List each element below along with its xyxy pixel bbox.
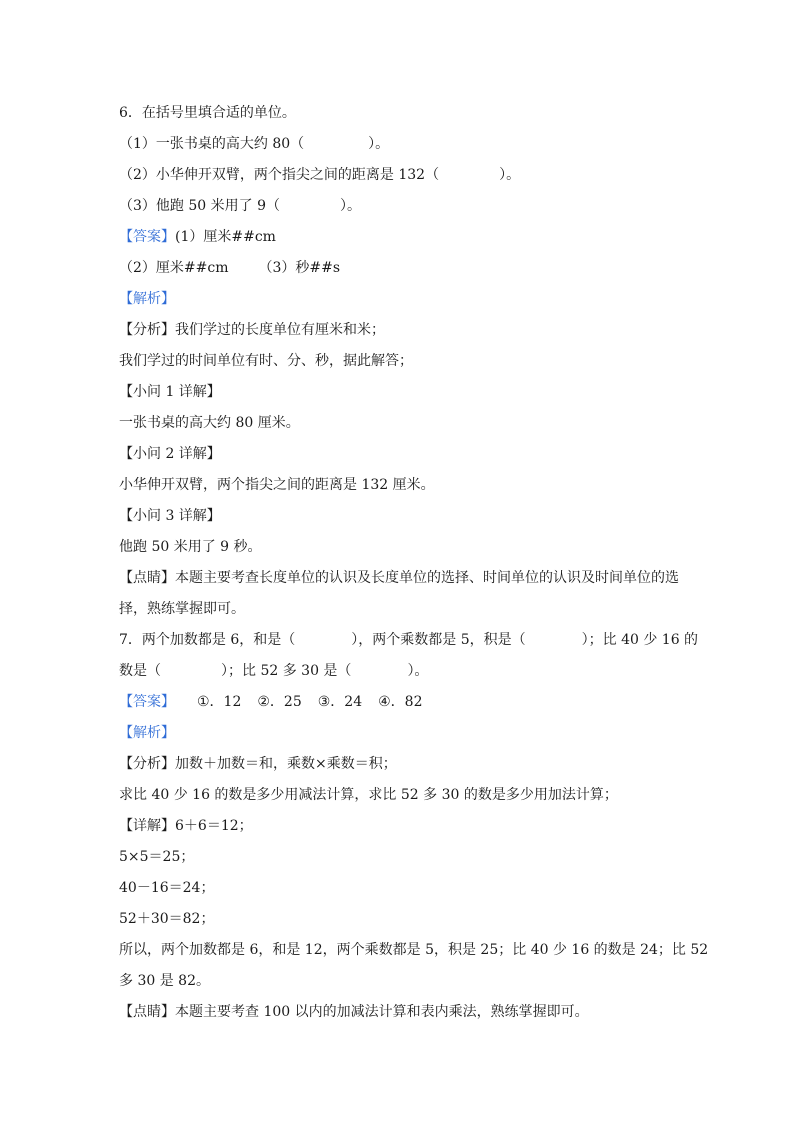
- analysis-tag: 【解析】: [119, 725, 175, 741]
- q6-dianjing: [119, 563, 679, 594]
- document-body: [119, 98, 709, 1028]
- q6-fenxi-2: 我们学过的时间单位有时、分、秒，据此解答；: [119, 353, 413, 369]
- q7-fenxi-1: 加数＋加数＝和，乘数×乘数＝积；: [175, 756, 397, 772]
- q6-dianjing-1: 本题主要考查长度单位的认识及长度单位的选择、时间单位的认识及时间单位的选: [175, 570, 679, 586]
- q7-line2-b: ）；比 52 多 30 是（: [221, 663, 352, 679]
- q6-answer-3: （3）秒##s: [258, 260, 341, 276]
- q7-answer: [119, 687, 679, 718]
- q6-answer-2: （2）厘米##cm: [119, 260, 229, 276]
- sub2-tag: 【小问 2 详解】: [119, 446, 221, 462]
- q6-sub1: [119, 129, 679, 160]
- q6-sub1-end: ）。: [368, 136, 390, 152]
- q7-line1-b: ），两个乘数都是 5，积是（: [351, 632, 526, 648]
- q7-summary-1: 所以，两个加数都是 6，和是 12，两个乘数都是 5，积是 25；比 40 少 16 的数是 24；比 52: [119, 942, 709, 958]
- q7-fenxi-2: 求比 40 少 16 的数是多少用减法计算，求比 52 多 30 的数是多少用加法计算；: [119, 787, 618, 803]
- q7-summary-2: 多 30 是 82。: [119, 973, 210, 989]
- q7-calc-4: 52＋30＝82；: [119, 911, 215, 927]
- q6-sub3-text: （3）他跑 50 米用了 9（: [119, 198, 280, 214]
- fenxi-tag: 【分析】: [119, 322, 175, 338]
- q6-sub3-end: ）。: [339, 198, 361, 214]
- sub3-text: 他跑 50 米用了 9 秒。: [119, 539, 262, 555]
- q7-calc-1: 6＋6＝12；: [175, 818, 253, 834]
- q6-answer-1: (1）厘米##cm: [175, 229, 276, 245]
- sub3-tag: 【小问 3 详解】: [119, 508, 221, 524]
- q7-line2-c: ）。: [407, 663, 429, 679]
- q6-sub2-end: ）。: [499, 167, 521, 183]
- q6-sub3: [119, 191, 679, 222]
- answer-tag: 【答案】: [119, 694, 175, 710]
- q7-line2: [119, 656, 679, 687]
- sub1-text: 一张书桌的高大约 80 厘米。: [119, 415, 300, 431]
- q7-dianjing-1: 本题主要考查 100 以内的加减法计算和表内乘法，熟练掌握即可。: [175, 1004, 589, 1020]
- sub1-tag: 【小问 1 详解】: [119, 384, 221, 400]
- q6-sub2: [119, 160, 679, 191]
- q7-calc-2: 5×5＝25；: [119, 849, 195, 865]
- q7-line2-a: 数是（: [119, 663, 161, 679]
- fenxi-tag: 【分析】: [119, 756, 175, 772]
- q6-sub2-text: （2）小华伸开双臂，两个指尖之间的距离是 132（: [119, 167, 440, 183]
- q7-fenxi: [119, 749, 679, 780]
- q6-fenxi-1: 我们学过的长度单位有厘米和米；: [175, 322, 385, 338]
- q7-ans-3: ③．24: [317, 694, 363, 710]
- sub2-text: 小华伸开双臂，两个指尖之间的距离是 132 厘米。: [119, 477, 435, 493]
- q6-sub1-text: （1）一张书桌的高大约 80（: [119, 136, 305, 152]
- q7-ans-1: ①．12: [197, 694, 242, 710]
- xiangjie-tag: 【详解】: [119, 818, 175, 834]
- dianjing-tag: 【点睛】: [119, 1004, 175, 1020]
- q7-ans-2: ②．25: [257, 694, 302, 710]
- answer-tag: 【答案】: [119, 229, 175, 245]
- q7-dianjing: [119, 997, 679, 1028]
- q6-answer-line2: [119, 253, 679, 284]
- q7-ans-4: ④．82: [378, 694, 423, 710]
- q7-xiangjie: [119, 811, 679, 842]
- q7-calc-3: 40－16＝24；: [119, 880, 215, 896]
- q6-title: 6．在括号里填合适的单位。: [119, 105, 296, 121]
- q6-dianjing-2: 择，熟练掌握即可。: [119, 601, 245, 617]
- q7-line1-c: ）；比 40 少 16 的: [581, 632, 699, 648]
- analysis-tag: 【解析】: [119, 291, 175, 307]
- dianjing-tag: 【点睛】: [119, 570, 175, 586]
- q7-line1-a: 7．两个加数都是 6，和是（: [119, 632, 296, 648]
- q7-line1: [119, 625, 699, 656]
- q6-fenxi: [119, 315, 679, 346]
- q6-answer: [119, 222, 679, 253]
